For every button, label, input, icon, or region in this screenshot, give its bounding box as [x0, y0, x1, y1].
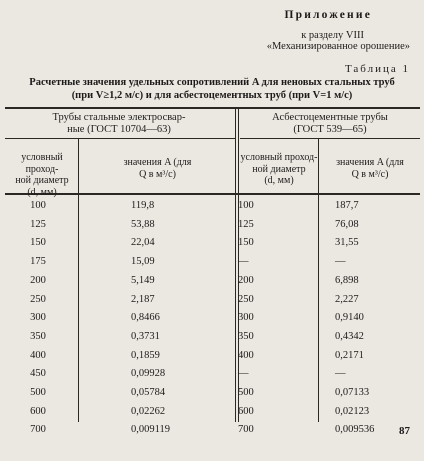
cell-value-asbestos: 0,009536 — [335, 424, 375, 436]
cell-diameter-steel: 300 — [30, 312, 46, 324]
group-header-asbestos: Асбестоцементные трубы (ГОСТ 539—65) — [272, 112, 388, 135]
cell-diameter-asbestos: — — [238, 368, 249, 380]
col-header-diameter-steel: условный проход- ной диаметр (d, мм) — [15, 152, 69, 198]
table-label: Таблица 1 — [344, 63, 410, 75]
cell-value-steel: 2,187 — [131, 293, 155, 305]
cell-value-asbestos: 0,2171 — [335, 349, 364, 361]
caption-line-2: (при V≥1,2 м/с) и для асбестоцементных труб (при V=1 м/с) — [71, 90, 353, 101]
cell-diameter-steel: 400 — [30, 349, 46, 361]
cell-value-steel: 0,1859 — [131, 349, 160, 361]
cell-value-asbestos: 187,7 — [335, 200, 359, 211]
table-row — [0, 217, 424, 236]
cell-diameter-asbestos: 125 — [238, 218, 254, 230]
cell-diameter-steel: 500 — [30, 387, 46, 398]
group-divider-left — [5, 138, 235, 139]
cell-value-steel: 0,8466 — [131, 312, 160, 324]
cell-value-asbestos: — — [335, 256, 346, 268]
cell-diameter-asbestos: 200 — [238, 274, 254, 286]
cell-diameter-asbestos: 400 — [238, 349, 254, 361]
cell-value-asbestos: — — [335, 368, 346, 380]
cell-value-steel: 0,02262 — [131, 405, 166, 417]
table-row — [0, 385, 424, 404]
cell-value-steel: 0,009119 — [131, 424, 170, 436]
appendix-section: к разделу VIII — [301, 30, 364, 41]
table-top-rule — [5, 107, 420, 109]
cell-diameter-asbestos: 500 — [238, 387, 254, 398]
cell-diameter-steel: 150 — [30, 237, 46, 249]
table-caption — [6, 76, 418, 102]
cell-value-asbestos: 76,08 — [335, 218, 359, 230]
col-header-value-steel: значения A (для Q в м³/с) — [123, 157, 192, 180]
cell-value-asbestos: 0,9140 — [335, 312, 364, 324]
table-row — [0, 422, 424, 441]
table-row — [0, 235, 424, 254]
cell-diameter-steel: 175 — [30, 256, 46, 268]
cell-value-steel: 15,09 — [131, 256, 155, 268]
cell-value-steel: 119,8 — [131, 200, 155, 211]
table-row — [0, 310, 424, 329]
cell-value-asbestos: 31,55 — [335, 237, 359, 249]
cell-value-steel: 0,05784 — [131, 387, 166, 398]
table-row — [0, 273, 424, 292]
cell-diameter-steel: 700 — [30, 424, 46, 436]
col-header-value-asbestos: значения A (для Q в м³/с) — [336, 157, 404, 180]
table-row — [0, 198, 424, 217]
table-row — [0, 292, 424, 311]
table-row — [0, 366, 424, 385]
cell-diameter-asbestos: 300 — [238, 312, 254, 324]
table-row — [0, 348, 424, 367]
cell-diameter-steel: 250 — [30, 293, 46, 305]
cell-value-steel: 53,88 — [131, 218, 155, 230]
cell-diameter-steel: 350 — [30, 330, 46, 342]
group-header-steel: Трубы стальные электросвар- ные (ГОСТ 10704—63) — [52, 112, 186, 135]
cell-diameter-steel: 200 — [30, 274, 46, 286]
appendix-topic: «Механизированное орошение» — [266, 41, 410, 52]
cell-diameter-steel: 125 — [30, 218, 46, 230]
cell-diameter-asbestos: 150 — [238, 237, 254, 249]
group-divider-right — [240, 138, 420, 139]
appendix-title: Приложение — [284, 9, 372, 21]
cell-diameter-steel: 450 — [30, 368, 46, 380]
col-header-diameter-asbestos: условный проход- ной диаметр (d, мм) — [240, 152, 318, 186]
cell-value-asbestos: 0,02123 — [335, 405, 370, 417]
page-number: 87 — [399, 425, 410, 437]
cell-value-asbestos: 2,227 — [335, 293, 359, 305]
cell-diameter-asbestos: 600 — [238, 405, 254, 417]
cell-value-steel: 5,149 — [131, 274, 155, 286]
table-row — [0, 329, 424, 348]
cell-diameter-asbestos: 250 — [238, 293, 254, 305]
cell-value-steel: 22,04 — [131, 237, 155, 249]
cell-diameter-steel: 100 — [30, 200, 46, 211]
cell-diameter-asbestos: 700 — [238, 424, 254, 436]
cell-value-steel: 0,3731 — [131, 330, 160, 342]
cell-value-asbestos: 0,07133 — [335, 387, 370, 398]
cell-diameter-steel: 600 — [30, 405, 46, 417]
cell-value-asbestos: 6,898 — [335, 274, 359, 286]
table-row — [0, 254, 424, 273]
cell-diameter-asbestos: — — [238, 256, 249, 268]
cell-value-steel: 0,09928 — [131, 368, 166, 380]
cell-diameter-asbestos: 350 — [238, 330, 254, 342]
caption-line-1: Расчетные значения удельных сопротивлений A для неновых стальных труб — [29, 77, 395, 88]
cell-diameter-asbestos: 100 — [238, 200, 254, 211]
cell-value-asbestos: 0,4342 — [335, 330, 364, 342]
table-row — [0, 404, 424, 423]
